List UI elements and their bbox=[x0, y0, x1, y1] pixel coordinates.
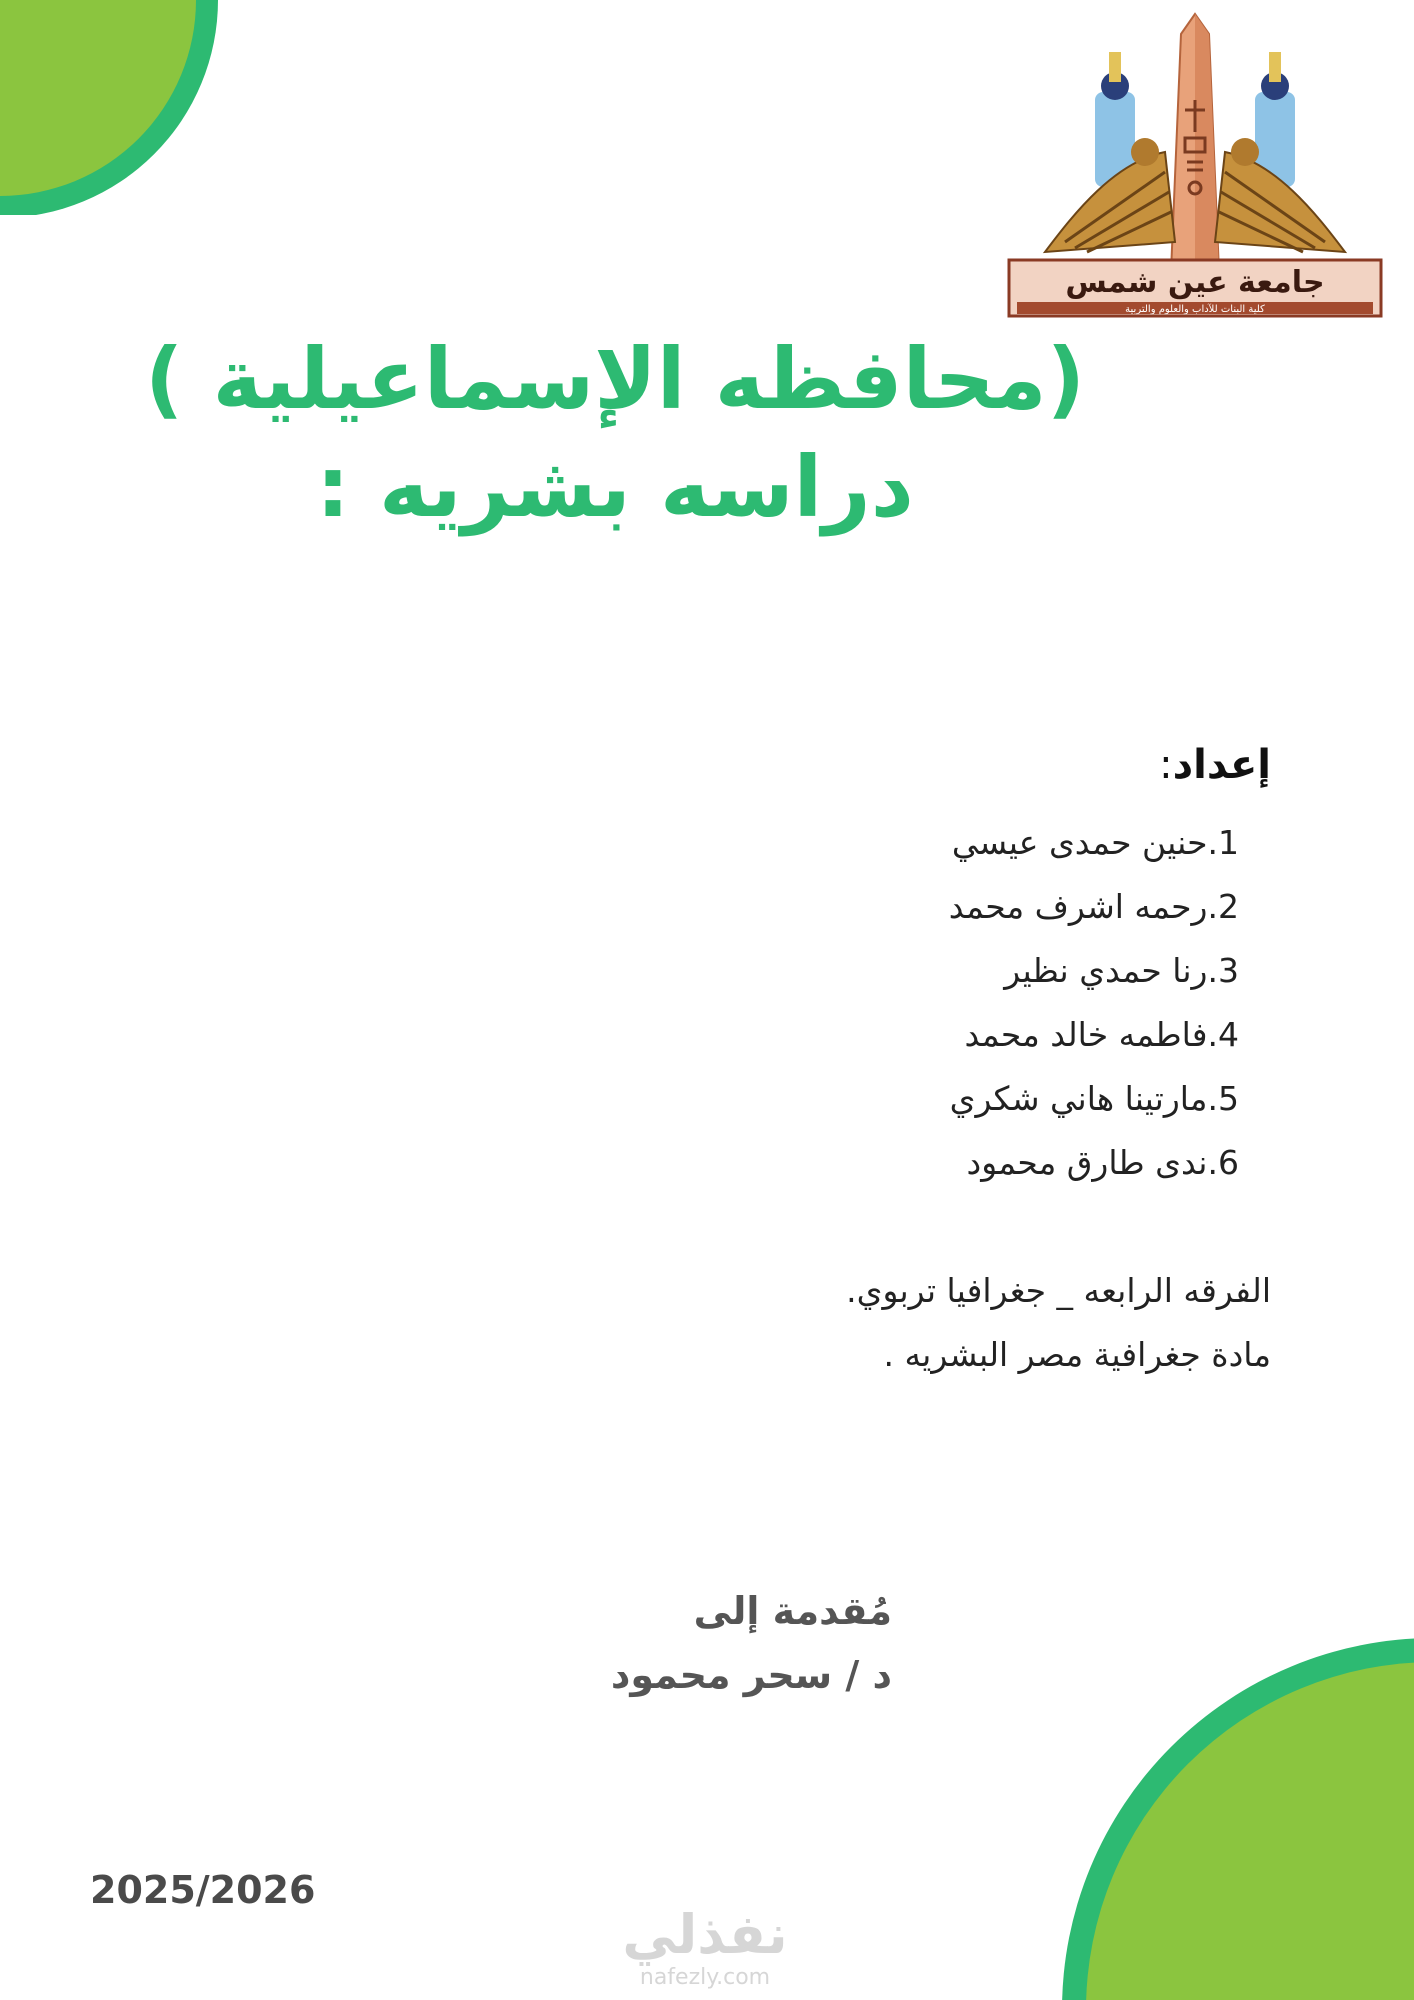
members-list bbox=[949, 820, 1239, 1204]
list-item bbox=[949, 1012, 1239, 1076]
prepared-by-label: إعداد bbox=[1172, 742, 1271, 788]
member-name: فاطمه خالد محمد bbox=[964, 1015, 1208, 1054]
corner-decoration-bottom-right bbox=[1034, 1630, 1414, 2000]
member-name: حنين حمدى عيسي bbox=[951, 823, 1208, 862]
member-name: ندى طارق محمود bbox=[966, 1143, 1208, 1182]
list-number: 5. bbox=[1207, 1079, 1239, 1118]
member-name: رحمه اشرف محمد bbox=[948, 887, 1208, 926]
list-number: 3. bbox=[1207, 951, 1239, 990]
course-info bbox=[846, 1268, 1271, 1396]
list-item bbox=[949, 1076, 1239, 1140]
document-title bbox=[40, 325, 1190, 541]
list-item bbox=[949, 948, 1239, 1012]
list-number: 2. bbox=[1207, 887, 1239, 926]
list-number: 4. bbox=[1207, 1015, 1239, 1054]
title-line-1: (محافظه الإسماعيلية ) bbox=[144, 330, 1086, 428]
list-item bbox=[949, 884, 1239, 948]
university-logo bbox=[1005, 12, 1385, 320]
watermark-arabic: نفذلي bbox=[622, 1903, 788, 1966]
prepared-by-colon: : bbox=[1159, 742, 1173, 788]
watermark bbox=[615, 1905, 795, 1991]
list-item bbox=[949, 1140, 1239, 1204]
level-text: الفرقه الرابعه _ جغرافيا تربوي. bbox=[846, 1271, 1271, 1310]
member-name: رنا حمدي نظير bbox=[1004, 951, 1208, 990]
list-item bbox=[949, 820, 1239, 884]
presented-to-block bbox=[611, 1585, 892, 1713]
watermark-latin: nafezly.com bbox=[639, 1965, 771, 1990]
list-number: 1. bbox=[1207, 823, 1239, 862]
list-number: 6. bbox=[1207, 1143, 1239, 1182]
prepared-by-heading bbox=[1159, 742, 1271, 788]
supervisor-name: د / سحر محمود bbox=[610, 1653, 892, 1697]
title-line-2: دراسه بشريه : bbox=[316, 438, 914, 536]
logo-title: جامعة عين شمس bbox=[1065, 265, 1325, 300]
member-name: مارتينا هاني شكري bbox=[949, 1079, 1208, 1118]
logo-subtitle: كلية البنات للآداب والعلوم والتربية bbox=[1125, 304, 1265, 315]
presented-to-label: مُقدمة إلى bbox=[693, 1589, 892, 1633]
corner-decoration-top-left bbox=[0, 0, 230, 215]
subject-text: مادة جغرافية مصر البشريه . bbox=[883, 1335, 1271, 1374]
academic-year: 2025/2026 bbox=[90, 1868, 316, 1912]
